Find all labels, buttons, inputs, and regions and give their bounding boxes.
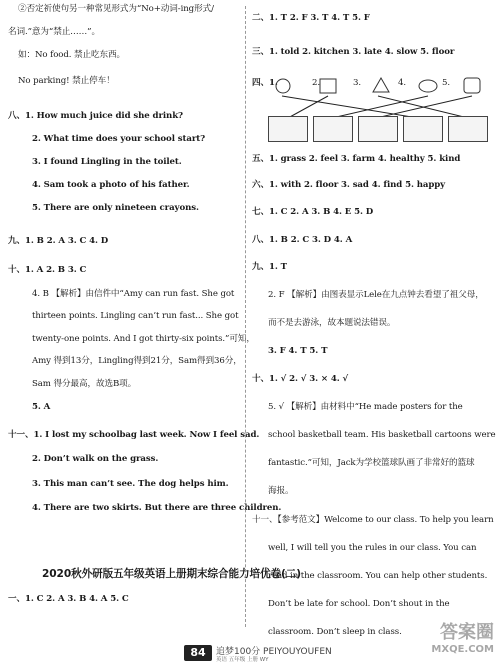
scene-picture: [448, 116, 488, 142]
text-line: 八、1. How much juice did she drink?: [8, 111, 183, 121]
matching-lines: [268, 96, 488, 118]
text-line: 4. There are two skirts. But there are three children.: [32, 503, 282, 513]
matching-pictures-bottom: [268, 116, 488, 142]
brand-subtitle: 英语 五年级 上册 WY: [216, 657, 269, 663]
text-line: 2. Don’t walk on the grass.: [32, 454, 159, 464]
match-line: [332, 96, 428, 118]
text-line: 四、1.: [252, 78, 278, 88]
scene-picture: [313, 116, 353, 142]
text-line: 3. I found Lingling in the toilet.: [32, 157, 182, 167]
section-title: 2020秋外研版五年级英语上册期末综合能力培优卷(二): [42, 568, 301, 580]
column-divider: [245, 6, 246, 627]
page-number: 84: [184, 645, 212, 661]
match-line: [282, 96, 418, 118]
text-line: 5. √ 【解析】由材料中“He made posters for the: [268, 402, 463, 412]
text-line: thirteen points. Lingling can’t run fast... She got: [32, 311, 239, 321]
right-column: [252, 0, 496, 639]
text-line: 七、1. C 2. A 3. B 4. E 5. D: [252, 207, 374, 217]
text-line: 十、1. √ 2. √ 3. × 4. √: [252, 374, 349, 384]
text-line: 六、1. with 2. floor 3. sad 4. find 5. happy: [252, 180, 446, 190]
text-line: 5. There are only nineteen crayons.: [32, 203, 199, 213]
item-number: 5.: [442, 78, 450, 88]
item-number: 2.: [312, 78, 320, 88]
text-line: Sam 得分最高，故选B项。: [32, 379, 137, 389]
picture-icon: [276, 79, 290, 93]
watermark-logo: [402, 623, 494, 663]
item-number: 4.: [398, 78, 406, 88]
text-line: read in the classroom. You can help other students.: [268, 571, 488, 581]
text-line: No parking! 禁止停车！: [18, 76, 115, 86]
text-line: 3. F 4. T 5. T: [268, 346, 328, 356]
text-line: 五、1. grass 2. feel 3. farm 4. healthy 5. kind: [252, 154, 461, 164]
text-line: twenty-one points. And I got thirty-six points.”可知，: [32, 334, 255, 344]
watermark-bottom: MXQE.COM: [431, 644, 494, 655]
text-line: Amy 得到13分，Lingling得到21分，Sam得到36分，: [32, 356, 242, 366]
scene-picture: [268, 116, 308, 142]
brand-name: 追梦100分 PEIYOUYOUFEN: [216, 647, 332, 657]
text-line: 八、1. B 2. C 3. D 4. A: [252, 235, 353, 245]
text-line: school basketball team. His basketball cartoons were: [268, 430, 496, 440]
text-line: 九、1. B 2. A 3. C 4. D: [8, 236, 109, 246]
text-line: ②否定祈使句另一种常见形式为“No+动词-ing形式/: [18, 4, 214, 14]
text-line: 十一、1. I lost my schoolbag last week. Now I feel sad.: [8, 430, 260, 440]
text-line: 十一、【参考范文】Welcome to our class. To help you learn: [252, 515, 494, 525]
text-line: 九、1. T: [252, 262, 287, 272]
text-line: Don’t be late for school. Don’t shout in the: [268, 599, 450, 609]
text-line: 4. B 【解析】由信件中“Amy can run fast. She got: [32, 289, 235, 299]
text-line: 如：No food. 禁止吃东西。: [18, 50, 125, 60]
item-number: 3.: [353, 78, 361, 88]
text-line: 二、1. T 2. F 3. T 4. T 5. F: [252, 13, 370, 23]
text-line: 2. What time does your school start?: [32, 134, 206, 144]
text-line: 4. Sam took a photo of his father.: [32, 180, 190, 190]
scene-picture: [403, 116, 443, 142]
text-line: fantastic.”可知，Jack为学校篮球队画了非常好的篮球: [268, 458, 475, 468]
text-line: 而不是去游泳，故本题说法错误。: [268, 318, 396, 328]
text-line: 5. A: [32, 402, 51, 412]
text-line: well, I will tell you the rules in our class. You can: [268, 543, 477, 553]
text-line: 海报。: [268, 486, 294, 496]
text-line: 3. This man can’t see. The dog helps him.: [32, 479, 229, 489]
text-line: classroom. Don’t sleep in class.: [268, 627, 402, 637]
text-line: 十、1. A 2. B 3. C: [8, 265, 87, 275]
text-line: 2. F 【解析】由图表显示Lele在九点钟去看望了祖父母，: [268, 290, 484, 300]
watermark-top: 答案圈: [440, 622, 494, 643]
text-line: 一、1. C 2. A 3. B 4. A 5. C: [8, 594, 129, 604]
text-line: 三、1. told 2. kitchen 3. late 4. slow 5. floor: [252, 47, 455, 57]
text-line: 名词.”意为“禁止……”。: [8, 27, 100, 37]
match-line: [288, 96, 328, 118]
scene-picture: [358, 116, 398, 142]
